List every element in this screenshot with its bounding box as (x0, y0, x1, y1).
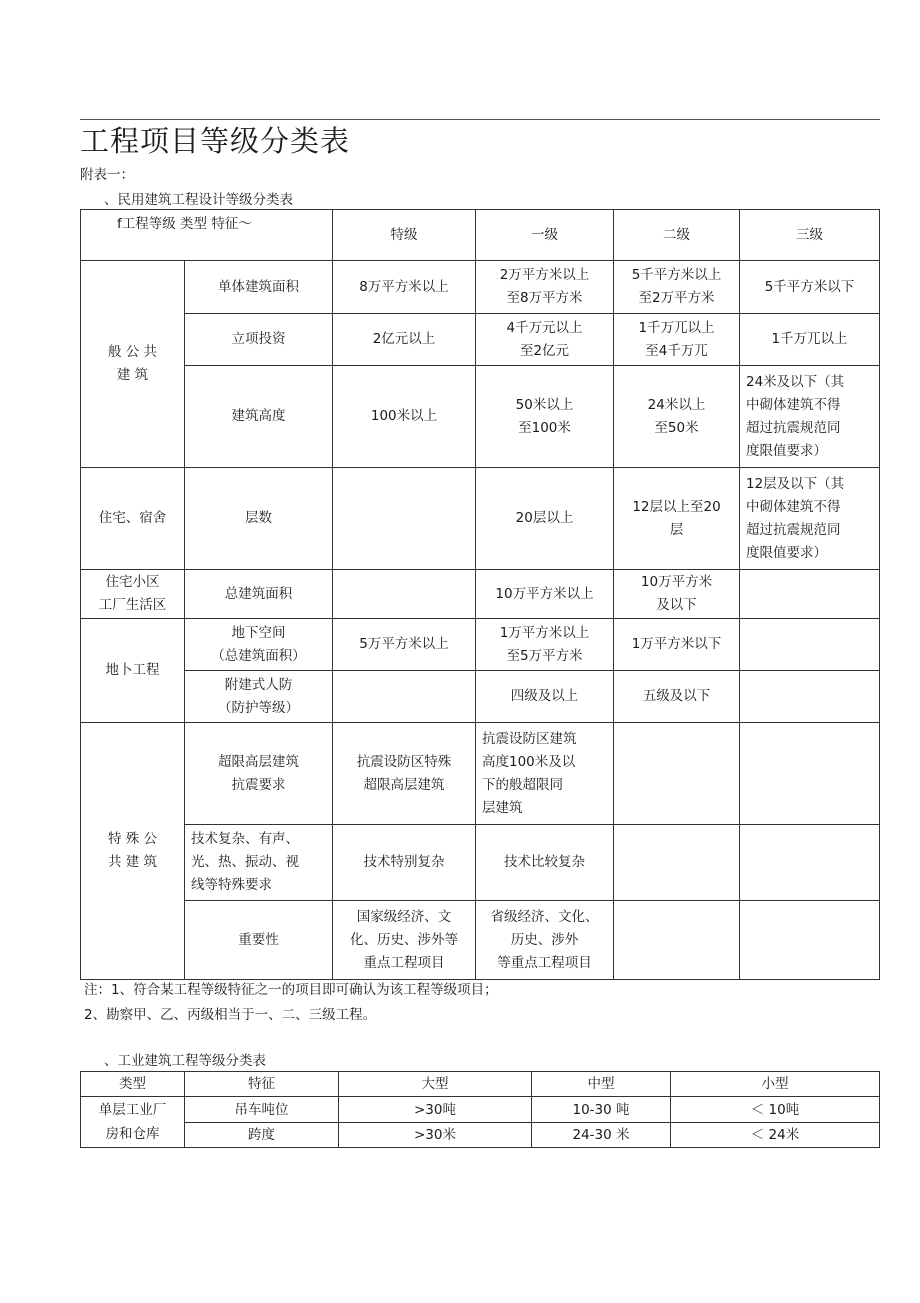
grade-3-cell: 12层及以下（其 中砌体建筑不得 超过抗震规范同 度限值要求） (740, 468, 880, 570)
grade-1-cell: 技术比较复杂 (476, 825, 614, 901)
feature-cell: 层数 (185, 468, 333, 570)
table-row (81, 468, 880, 570)
appendix-label: 附表一： (80, 167, 134, 183)
grade-1-cell: 四级及以上 (476, 671, 614, 723)
medium-cell: 24-30 米 (532, 1123, 671, 1148)
grade-1-cell: 20层以上 (476, 468, 614, 570)
grade-2-cell: 1万平方米以下 (614, 619, 740, 671)
feature-cell: 跨度 (185, 1123, 339, 1148)
group-underground: 地卜工程 (81, 619, 185, 723)
header-grade-2: 二级 (614, 210, 740, 261)
header-grade-special: 特级 (333, 210, 476, 261)
table-row (81, 901, 880, 980)
feature-cell: 单体建筑面积 (185, 261, 333, 314)
table-row (81, 723, 880, 825)
grade-3-cell: 24米及以下（其 中砌体建筑不得 超过抗震规范同 度限值要求） (740, 366, 880, 468)
grade-3-cell (740, 619, 880, 671)
page-title: 工程项目等级分类表 (80, 124, 351, 158)
feature-cell: 附建式人防 （防护等级） (185, 671, 333, 723)
feature-cell: 建筑高度 (185, 366, 333, 468)
grade-3-cell (740, 671, 880, 723)
grade-3-cell: 1千万兀以上 (740, 314, 880, 366)
industrial-building-grade-table (80, 1071, 880, 1148)
grade-2-cell: 1千万兀以上 至4千万兀 (614, 314, 740, 366)
grade-2-cell: 24米以上 至50米 (614, 366, 740, 468)
large-cell: >30吨 (339, 1097, 532, 1123)
table2-caption: 、工业建筑工程等级分类表 (104, 1053, 266, 1069)
feature-cell: 重要性 (185, 901, 333, 980)
grade-special-cell (333, 468, 476, 570)
header-type: 类型 (81, 1072, 185, 1097)
grade-2-cell (614, 723, 740, 825)
grade-1-cell: 抗震设防区建筑 高度100米及以 下的般超限同 层建筑 (476, 723, 614, 825)
group-single-story-factory: 单层工业厂 房和仓库 (81, 1097, 185, 1148)
top-rule (80, 119, 880, 120)
group-residential: 住宅、宿舍 (81, 468, 185, 570)
group-special-public: 特 殊 公 共 建 筑 (81, 723, 185, 980)
header-medium: 中型 (532, 1072, 671, 1097)
grade-3-cell (740, 901, 880, 980)
table-row (81, 825, 880, 901)
grade-special-cell: 2亿元以上 (333, 314, 476, 366)
table-row (81, 366, 880, 468)
grade-2-cell (614, 825, 740, 901)
grade-3-cell (740, 570, 880, 619)
table-row (81, 619, 880, 671)
grade-special-cell: 技术特别复杂 (333, 825, 476, 901)
grade-special-cell: 国家级经济、文 化、历史、涉外等 重点工程项目 (333, 901, 476, 980)
feature-cell: 超限高层建筑 抗震要求 (185, 723, 333, 825)
medium-cell: 10-30 吨 (532, 1097, 671, 1123)
grade-2-cell (614, 901, 740, 980)
large-cell: >30米 (339, 1123, 532, 1148)
grade-special-cell (333, 671, 476, 723)
note-1: 注：1、符合某工程等级特征之一的项目即可确认为该工程等级项目； (84, 982, 498, 998)
grade-2-cell: 五级及以下 (614, 671, 740, 723)
small-cell: ＜ 24米 (671, 1123, 880, 1148)
header-feature: 特征 (185, 1072, 339, 1097)
group-residential-zone: 住宅小区 工厂生活区 (81, 570, 185, 619)
grade-1-cell: 50米以上 至100米 (476, 366, 614, 468)
civil-building-grade-table (80, 209, 880, 980)
table-row (81, 1123, 880, 1148)
grade-special-cell (333, 570, 476, 619)
header-grade-3: 三级 (740, 210, 880, 261)
grade-2-cell: 5千平方米以上 至2万平方米 (614, 261, 740, 314)
grade-1-cell: 省级经济、文化、 历史、涉外 等重点工程项目 (476, 901, 614, 980)
grade-1-cell: 1万平方米以上 至5万平方米 (476, 619, 614, 671)
grade-1-cell: 2万平方米以上 至8万平方米 (476, 261, 614, 314)
table-row (81, 261, 880, 314)
grade-special-cell: 抗震设防区特殊 超限高层建筑 (333, 723, 476, 825)
group-general-public: 般 公 共 建 筑 (81, 261, 185, 468)
grade-3-cell (740, 825, 880, 901)
table1-caption: 、民用建筑工程设计等级分类表 (104, 192, 293, 208)
header-grade-1: 一级 (476, 210, 614, 261)
grade-2-cell: 12层以上至20 层 (614, 468, 740, 570)
grade-special-cell: 8万平方米以上 (333, 261, 476, 314)
grade-2-cell: 10万平方米 及以下 (614, 570, 740, 619)
grade-special-cell: 5万平方米以上 (333, 619, 476, 671)
feature-cell: 立项投资 (185, 314, 333, 366)
grade-1-cell: 10万平方米以上 (476, 570, 614, 619)
grade-1-cell: 4千万元以上 至2亿元 (476, 314, 614, 366)
feature-cell: 技术复杂、有声、 光、热、振动、视 线等特殊要求 (185, 825, 333, 901)
table-row (81, 1097, 880, 1123)
header-large: 大型 (339, 1072, 532, 1097)
grade-3-cell: 5千平方米以下 (740, 261, 880, 314)
table-row (81, 570, 880, 619)
table2-header-row (81, 1072, 880, 1097)
small-cell: ＜ 10吨 (671, 1097, 880, 1123)
table-row (81, 314, 880, 366)
header-corner-cell: f工程等级 类型 特征～ (81, 210, 333, 261)
table1-header-row (81, 210, 880, 261)
table-row (81, 671, 880, 723)
feature-cell: 地下空间 （总建筑面积） (185, 619, 333, 671)
note-2: 2、勘察甲、乙、丙级相当于一、二、三级工程。 (84, 1007, 377, 1023)
feature-cell: 吊车吨位 (185, 1097, 339, 1123)
grade-special-cell: 100米以上 (333, 366, 476, 468)
grade-3-cell (740, 723, 880, 825)
feature-cell: 总建筑面积 (185, 570, 333, 619)
header-small: 小型 (671, 1072, 880, 1097)
